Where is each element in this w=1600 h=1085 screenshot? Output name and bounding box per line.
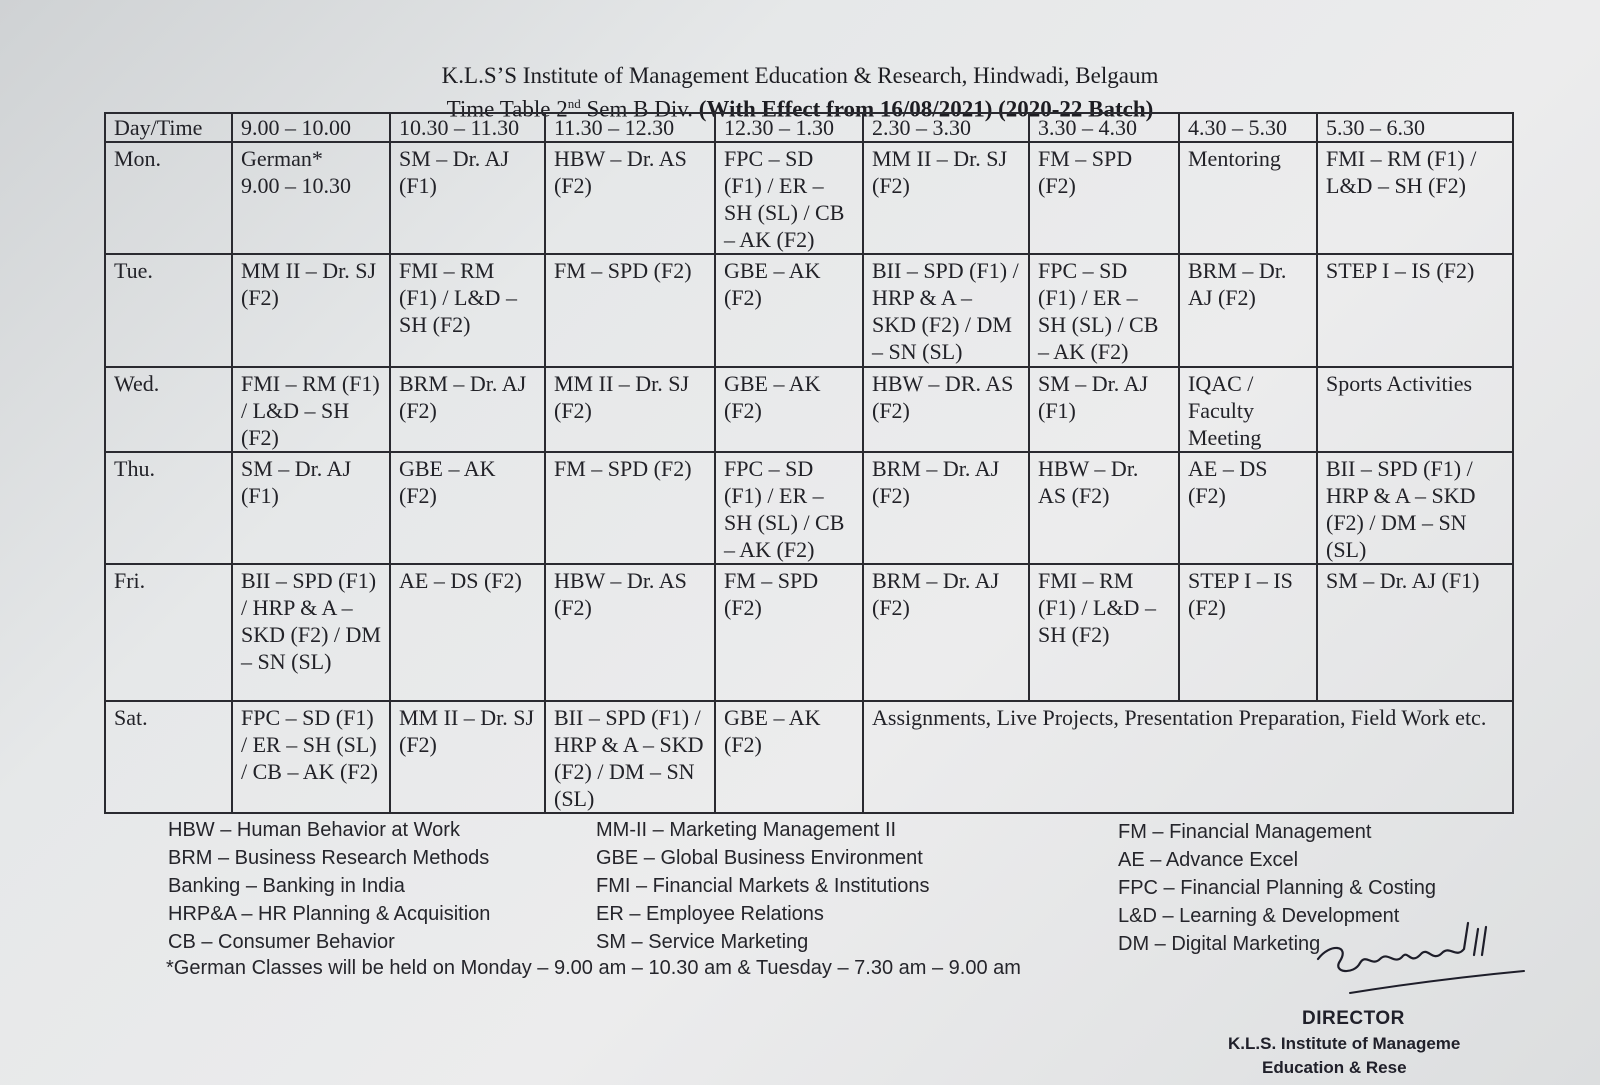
column-header: 11.30 – 12.30 [545, 113, 715, 142]
slot-cell: STEP I – IS (F2) [1317, 254, 1513, 366]
slot-cell: FM – SPD (F2) [545, 452, 715, 564]
legend-item: L&D – Learning & Development [1118, 905, 1400, 927]
legend-item: MM-II – Marketing Management II [596, 819, 897, 841]
subtitle-effective-date: (With Effect from 16/08/2021) (2020-22 Batch) [698, 96, 1154, 122]
legend-item: CB – Consumer Behavior [168, 931, 395, 953]
subtitle-prefix: Time Table 2 [446, 96, 568, 122]
table-row [105, 254, 1513, 366]
slot-cell: GBE – AK (F2) [715, 701, 863, 813]
abbreviation-legend-col1 [168, 816, 490, 956]
legend-item: HBW – Human Behavior at Work [168, 819, 460, 841]
day-cell: Fri. [105, 564, 232, 700]
stamp-education-line: Education & Rese [1262, 1058, 1407, 1077]
slot-cell: BRM – Dr. AJ (F2) [390, 367, 545, 452]
legend-item: AE – Advance Excel [1118, 849, 1299, 871]
column-header: 2.30 – 3.30 [863, 113, 1029, 142]
column-header: 5.30 – 6.30 [1317, 113, 1513, 142]
slot-cell: MM II – Dr. SJ (F2) [390, 701, 545, 813]
saturday-afternoon-note: Assignments, Live Projects, Presentation Preparation, Field Work etc. [863, 701, 1513, 813]
day-cell: Thu. [105, 452, 232, 564]
slot-cell: FPC – SD (F1) / ER – SH (SL) / CB – AK (F2) [1029, 254, 1179, 366]
subtitle-superscript: nd [567, 96, 581, 111]
slot-cell: MM II – Dr. SJ (F2) [545, 367, 715, 452]
slot-cell: FM – SPD (F2) [1029, 142, 1179, 254]
director-signature [1310, 915, 1530, 1005]
slot-cell: BII – SPD (F1) / HRP & A – SKD (F2) / DM – SN (SL) [1317, 452, 1513, 564]
slot-cell: FMI – RM (F1) / L&D – SH (F2) [390, 254, 545, 366]
slot-cell: FPC – SD (F1) / ER – SH (SL) / CB – AK (F2) [232, 701, 390, 813]
slot-cell: GBE – AK (F2) [715, 367, 863, 452]
slot-cell: Sports Activities [1317, 367, 1513, 452]
slot-cell: SM – Dr. AJ (F1) [232, 452, 390, 564]
legend-item: FMI – Financial Markets & Institutions [596, 875, 930, 897]
day-cell: Mon. [105, 142, 232, 254]
slot-cell: FMI – RM (F1) / L&D – SH (F2) [1029, 564, 1179, 700]
legend-item: DM – Digital Marketing [1118, 933, 1321, 955]
slot-cell: FM – SPD (F2) [545, 254, 715, 366]
slot-cell: GBE – AK (F2) [390, 452, 545, 564]
slot-cell: BII – SPD (F1) / HRP & A – SKD (F2) / DM – SN (SL) [863, 254, 1029, 366]
slot-cell: BII – SPD (F1) / HRP & A – SKD (F2) / DM – SN (SL) [232, 564, 390, 700]
slot-cell: BII – SPD (F1) / HRP & A – SKD (F2) / DM – SN (SL) [545, 701, 715, 813]
header-row [105, 113, 1513, 142]
german-class-note: *German Classes will be held on Monday – 9.00 am – 10.30 am & Tuesday – 7.30 am – 9.00 am [166, 957, 1021, 979]
institute-title: K.L.S’S Institute of Management Education & Research, Hindwadi, Belgaum [441, 63, 1159, 88]
column-header: 12.30 – 1.30 [715, 113, 863, 142]
slot-cell: BRM – Dr. AJ (F2) [1179, 254, 1317, 366]
slot-cell: FM – SPD (F2) [715, 564, 863, 700]
abbreviation-legend-col2 [596, 816, 929, 956]
slot-cell: MM II – Dr. SJ (F2) [232, 254, 390, 366]
slot-cell: IQAC / Faculty Meeting [1179, 367, 1317, 452]
timetable-grid [104, 112, 1514, 814]
legend-item: BRM – Business Research Methods [168, 847, 490, 869]
legend-item: GBE – Global Business Environment [596, 847, 923, 869]
day-cell: Wed. [105, 367, 232, 452]
slot-cell: HBW – Dr. AS (F2) [545, 564, 715, 700]
table-row [105, 564, 1513, 700]
subtitle-mid: Sem B Div. [580, 96, 699, 122]
slot-cell: AE – DS (F2) [390, 564, 545, 700]
table-row [105, 367, 1513, 452]
slot-cell: HBW – DR. AS (F2) [863, 367, 1029, 452]
slot-cell: SM – Dr. AJ (F1) [1317, 564, 1513, 700]
legend-item: FM – Financial Management [1118, 821, 1372, 843]
slot-cell: MM II – Dr. SJ (F2) [863, 142, 1029, 254]
slot-cell: BRM – Dr. AJ (F2) [863, 452, 1029, 564]
column-header: Day/Time [105, 113, 232, 142]
slot-cell: SM – Dr. AJ (F1) [390, 142, 545, 254]
legend-item: HRP&A – HR Planning & Acquisition [168, 903, 491, 925]
slot-cell: HBW – Dr. AS (F2) [1029, 452, 1179, 564]
column-header: 3.30 – 4.30 [1029, 113, 1179, 142]
table-row [105, 452, 1513, 564]
legend-item: FPC – Financial Planning & Costing [1118, 877, 1436, 899]
stamp-institute-line: K.L.S. Institute of Manageme [1228, 1034, 1461, 1053]
slot-cell: SM – Dr. AJ (F1) [1029, 367, 1179, 452]
column-header: 10.30 – 11.30 [390, 113, 545, 142]
column-header: 9.00 – 10.00 [232, 113, 390, 142]
column-header: 4.30 – 5.30 [1179, 113, 1317, 142]
legend-item: ER – Employee Relations [596, 903, 824, 925]
slot-cell: Mentoring [1179, 142, 1317, 254]
stamp-title: DIRECTOR [1302, 1008, 1405, 1029]
slot-cell: AE – DS (F2) [1179, 452, 1317, 564]
legend-item: Banking – Banking in India [168, 875, 405, 897]
slot-cell: BRM – Dr. AJ (F2) [863, 564, 1029, 700]
slot-cell: GBE – AK (F2) [715, 254, 863, 366]
legend-item: SM – Service Marketing [596, 931, 809, 953]
table-row [105, 142, 1513, 254]
slot-cell: FPC – SD (F1) / ER – SH (SL) / CB – AK (F2) [715, 452, 863, 564]
slot-cell: German* 9.00 – 10.30 [232, 142, 390, 254]
slot-cell: FPC – SD (F1) / ER – SH (SL) / CB – AK (F2) [715, 142, 863, 254]
slot-cell: FMI – RM (F1) / L&D – SH (F2) [232, 367, 390, 452]
slot-cell: STEP I – IS (F2) [1179, 564, 1317, 700]
slot-cell: HBW – Dr. AS (F2) [545, 142, 715, 254]
slot-cell: FMI – RM (F1) / L&D – SH (F2) [1317, 142, 1513, 254]
day-cell: Sat. [105, 701, 232, 813]
table-row [105, 701, 1513, 813]
day-cell: Tue. [105, 254, 232, 366]
